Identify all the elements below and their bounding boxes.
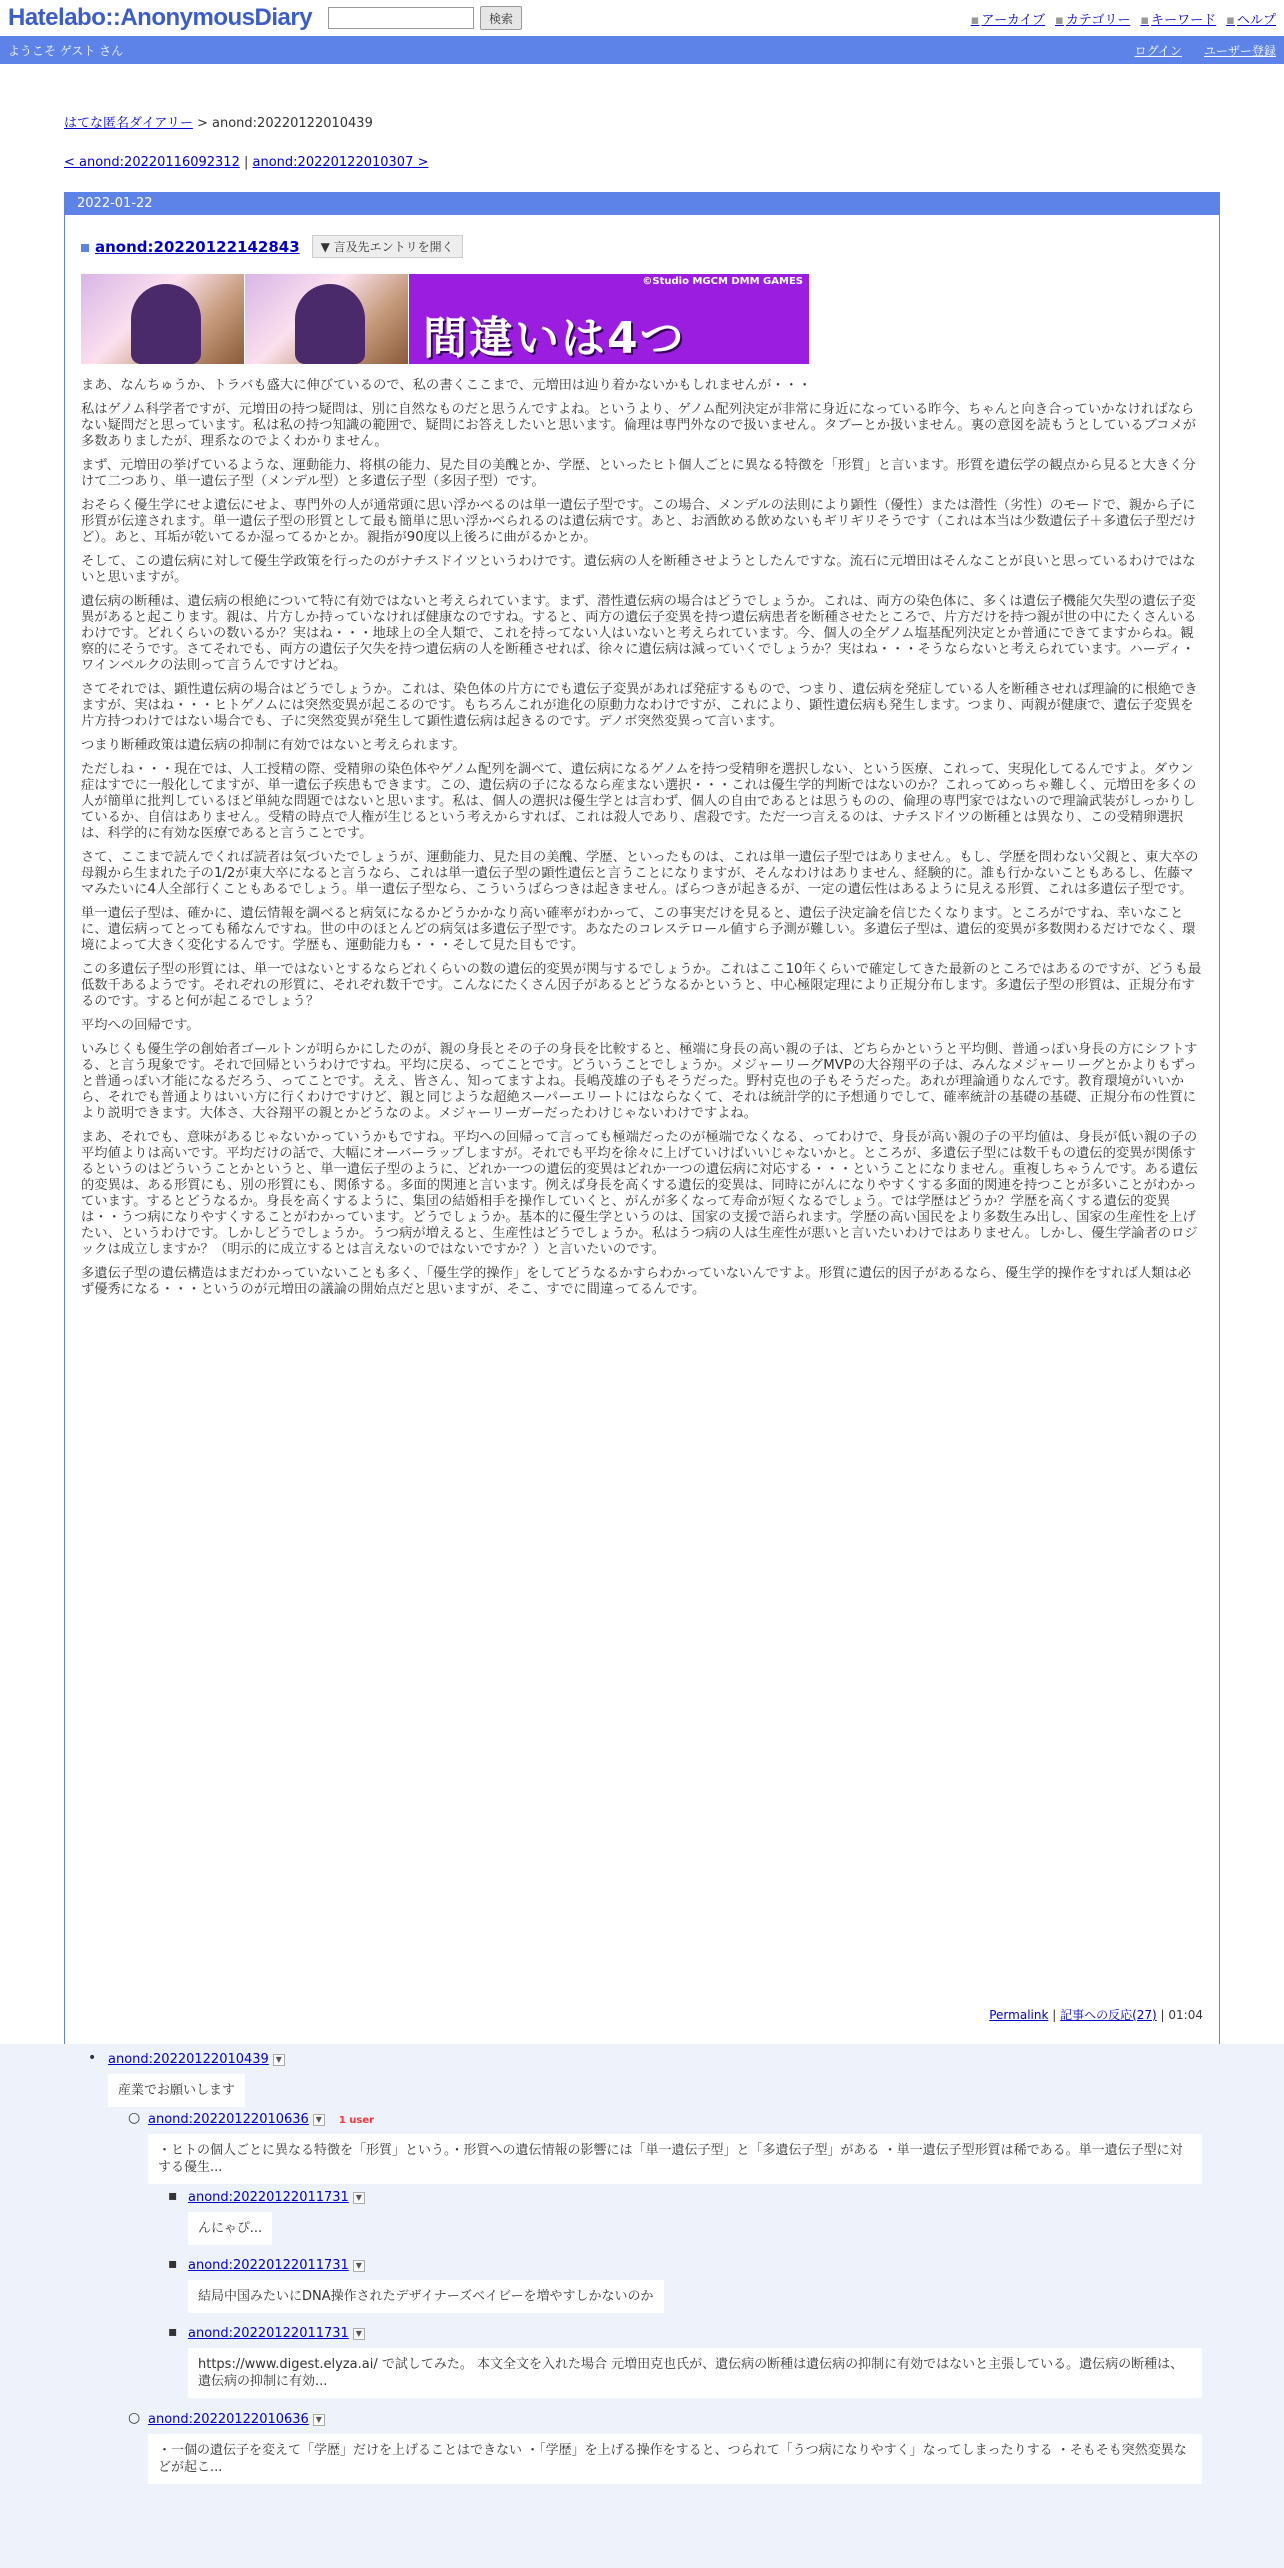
entry-time: 01:04 xyxy=(1168,2008,1203,2022)
entry-paragraph: 単一遺伝子型は、確かに、遺伝情報を調べると病気になるかどうかかなり高い確率がわかって、この事実だけを見ると、遺伝子決定論を信じたくなります。ところがですね、幸いなことに、遺伝病ってとっても稀なんですね。世の中のほとんどの病気は多遺伝子型です。あなたのコレステロール値すら予測が難しい。多遺伝子型は、遺伝的変異が多数関わるだけでなく、環境によって大きく変化するんです。学歴も、運動能力も・・・そして見た目もです。 xyxy=(81,906,1196,953)
entry-paragraph: 平均への回帰です。 xyxy=(81,1018,200,1033)
entry-bullet-icon xyxy=(81,244,89,252)
reaction-excerpt: ・ヒトの個人ごとに異なる特徴を「形質」という。・形質への遺伝情報の影響には「単一遺伝子型」と「多遺伝子型」がある ・単一遺伝子型形質は稀である。単一遺伝子型に対する優生... xyxy=(148,2134,1202,2184)
ad-character-image xyxy=(81,274,245,364)
entry-paragraph: まあ、それでも、意味があるじゃないかっていうかもですね。平均への回帰って言っても極端だったのが極端でなくなる、ってわけで、身長が高い親の子の平均値は、身長が低い親の子の平均値よりは高いです。平均だけの話で、大幅にオーバーラップしますが。それでも平均を徐々に上げていけばいいじゃないかと。ところが、多遺伝子型には数千もの遺伝的変異が関係するというのはどういうことかというと、単一遺伝子型のように、どれか一つの遺伝的変異はどれか一つの遺伝病に対応する・・・ということになりません。重複しちゃうんです。ある遺伝的変異は、ある形質にも、別の形質にも、関係する。多面的関連と言います。例えば身長を高くする遺伝的変異は、同時にがんになりやすくする多面的関連を持つことが多いことがわかっています。するとどうなるか。身長を高くするように、集団の結婚相手を操作していくと、がんが多くなって寿命が短くなるでしょう。では学歴はどうか？学歴を高くする遺伝的変異は・・うつ病になりやすくすることがわかっています。どうでしょうか。基本的に優生学というのは、国家の支援で語られます。学歴の高い国民をより多数生み出し、国家の生産性を上げたい、というわけです。しかしどうでしょうか。うつ病が増えると、生産性はどうでしょうか。私はうつ病の人は生産性が悪いと言いたいわけではありません。しかし、優生学論者のロジックは成立しますか？（明示的に成立するとは言えないのではないですか？）と言いたいのです。 xyxy=(81,1130,1198,1257)
list-bullet: ▪ xyxy=(168,2324,178,2340)
reaction-excerpt: 結局中国みたいにDNA操作されたデザイナーズベイビーを増やすしかないのか xyxy=(188,2280,664,2313)
reaction-item xyxy=(188,2326,365,2341)
reaction-link[interactable]: anond:20220122011731 xyxy=(188,2326,349,2341)
reaction-link[interactable]: anond:20220122010636 xyxy=(148,2112,309,2127)
prev-entry-link[interactable]: < anond:20220116092312 xyxy=(64,155,240,170)
entry-paragraph: つまり断種政策は遺伝病の抑制に有効ではないと考えられます。 xyxy=(81,738,466,753)
footer-separator: | xyxy=(1156,2008,1169,2022)
prev-next-nav xyxy=(64,155,1220,170)
welcome-bar xyxy=(0,36,1284,64)
register-link[interactable]: ユーザー登録 xyxy=(1203,43,1276,58)
search-input[interactable] xyxy=(328,7,474,29)
entry-body xyxy=(81,378,1203,1298)
reactions-tree xyxy=(0,2044,1284,2568)
entry-paragraph: この多遺伝子型の形質には、単一ではないとするならどれくらいの数の遺伝的変異が関与するでしょうか。これはここ10年くらいで確定してきた最新のところではあるのですが、どうも最低数千あるようです。それぞれの形質に、それぞれ数千です。こんなにたくさん因子があるとどうなるかというと、中心極限定理により正規分布します。多遺伝子型の形質は、正規分布するのです。すると何が起こるでしょう？ xyxy=(81,962,1202,1009)
next-entry-link[interactable]: anond:20220122010307 > xyxy=(252,155,429,170)
ad-character-image xyxy=(245,274,409,364)
ad-headline: 間違いは4つ xyxy=(423,313,686,364)
entry-title[interactable]: anond:20220122142843 xyxy=(95,237,300,256)
entry-footer xyxy=(989,2006,1203,2023)
chevron-down-icon[interactable]: ▼ xyxy=(273,2054,285,2066)
reaction-link[interactable]: anond:20220122011731 xyxy=(188,2258,349,2273)
breadcrumb-home[interactable]: はてな匿名ダイアリー xyxy=(64,116,193,131)
chevron-down-icon[interactable]: ▼ xyxy=(353,2192,365,2204)
nav-category[interactable]: ▪ カテゴリー xyxy=(1055,9,1130,28)
reaction-excerpt: 産業でお願いします xyxy=(108,2074,245,2107)
reaction-link[interactable]: anond:20220122011731 xyxy=(188,2190,349,2205)
open-referenced-entry-button[interactable]: ▼ 言及先エントリを開く xyxy=(312,235,463,258)
search-button[interactable]: 検索 xyxy=(480,6,522,30)
entry-paragraph: そして、この遺伝病に対して優生学政策を行ったのがナチスドイツというわけです。遺伝病の人を断種させようとしたんですな。流石に元増田はそんなことが良いと思っているわけではないと思いますが。 xyxy=(81,554,1196,585)
top-header xyxy=(0,0,1284,36)
reaction-excerpt: んにゃぴ... xyxy=(188,2212,272,2245)
nav-archive[interactable]: ▪ アーカイブ xyxy=(971,9,1045,28)
breadcrumb xyxy=(64,112,1220,131)
list-bullet: • xyxy=(88,2050,97,2066)
list-bullet: ▪ xyxy=(168,2188,178,2204)
entry xyxy=(65,235,1219,1298)
ad-credit: ©Studio MGCM DMM GAMES xyxy=(642,276,803,287)
reaction-item xyxy=(148,2412,325,2427)
permalink[interactable]: Permalink xyxy=(989,2008,1049,2022)
chevron-down-icon[interactable]: ▼ xyxy=(353,2260,365,2272)
chevron-down-icon[interactable]: ▼ xyxy=(353,2328,365,2340)
entry-title-row xyxy=(81,235,1203,258)
chevron-down-icon[interactable]: ▼ xyxy=(313,2114,325,2126)
main-content xyxy=(64,112,1220,2111)
reaction-excerpt: ・一個の遺伝子を変えて「学歴」だけを上げることはできない ・「学歴」を上げる操作をすると、つられて「うつ病になりやすく」なってしまったりする ・そもそも突然変異などが起こ... xyxy=(148,2434,1202,2484)
site-logo[interactable]: Hatelabo::AnonymousDiary xyxy=(8,4,313,31)
entry-paragraph: 遺伝病の断種は、遺伝病の根絶について特に有効ではないと考えられています。まず、潜性遺伝病の場合はどうでしょうか。これは、両方の染色体に、多くは遺伝子機能欠失型の遺伝子変異があると起こります。親は、片方しか持っていなければ健康なのですね。すると、両方の遺伝子変異を持つ遺伝病患者を断種させたところで、片方だけを持つ親が世の中にたくさんいるわけです。どれくらいの数いるか？実はね・・・地球上の全人類で、これを持ってない人はいないと考えられています。今、個人の全ゲノム塩基配列決定とか普通にできてますからね。観察的にそうです。さてそれでも、両方の遺伝子欠失を持つ遺伝病の人を断種させれば、徐々に遺伝病は減っていくでしょうか？実はね・・・そうならないと考えられています。ハーディ・ワインベルクの法則って言うんですけどね。 xyxy=(81,594,1197,673)
reaction-link[interactable]: anond:20220122010636 xyxy=(148,2412,309,2427)
day-date: 2022-01-22 xyxy=(65,193,1219,215)
entry-paragraph: ただしね・・・現在では、人工授精の際、受精卵の染色体やゲノム配列を調べて、遺伝病になるゲノムを持つ受精卵を選択しない、という医療、これって、実現化してるんですよ。ダウン症はすでに一般化してますが、単一遺伝子疾患もできます。この、遺伝病の子になるなら産まない選択・・・これは優生学的判断ではないのか？これってめっちゃ難しく、元増田を多くの人が簡単に批判しているほど単純な問題ではないと思います。私は、個人の選択は優生学とは言わず、個人の自由であるとは思うものの、倫理の専門家ではないので理論武装がしっかりしているか、自信はありません。受精の時点で人権が生じるという考えからすれば、これは殺人であり、虐殺です。ただ一つ言えるのは、ナチスドイツの断種とは異なり、この受精卵選択は、科学的に有効な医療であると言うことです。 xyxy=(81,762,1197,841)
entry-paragraph: まあ、なんちゅうか、トラバも盛大に伸びているので、私の書くここまで、元増田は辿り着かないかもしれませんが・・・ xyxy=(81,378,812,393)
nav-links xyxy=(971,9,1276,28)
reaction-item xyxy=(188,2190,365,2205)
nav-help[interactable]: ▪ ヘルプ xyxy=(1226,9,1276,28)
nav-keyword[interactable]: ▪ キーワード xyxy=(1140,9,1216,28)
ad-banner[interactable] xyxy=(81,274,809,364)
reaction-item xyxy=(188,2258,365,2273)
reaction-item xyxy=(108,2052,285,2067)
breadcrumb-current: anond:20220122010439 xyxy=(212,116,373,131)
reaction-item xyxy=(148,2112,374,2127)
welcome-text: ようこそ ゲスト さん xyxy=(8,43,124,58)
reaction-link[interactable]: anond:20220122010439 xyxy=(108,2052,269,2067)
list-bullet: ▪ xyxy=(168,2256,178,2272)
chevron-down-icon[interactable]: ▼ xyxy=(313,2414,325,2426)
list-bullet: ○ xyxy=(128,2410,141,2426)
reaction-excerpt: https://www.digest.elyza.ai/ で試してみた。 本文全文を入れた場合 元増田克也氏が、遺伝病の断種は遺伝病の抑制に有効ではないと主張している。遺伝病の断種は、遺伝病の抑制に有効... xyxy=(188,2348,1202,2398)
footer-separator: | xyxy=(1048,2008,1061,2022)
breadcrumb-separator: > xyxy=(192,116,213,131)
entry-paragraph: 私はゲノム科学者ですが、元増田の持つ疑問は、別に自然なものだと思うんですよね。というより、ゲノム配列決定が非常に身近になっている昨今、ちゃんと向き合っていかなければならない疑問だと思っています。私は私の持つ知識の範囲で、疑問にお答えしたいと思います。倫理は専門外なので扱いません。タブーとか扱いません。裏の意図を読もうとしているブコメが多数ありましたが、理系なのでよくわかりません。 xyxy=(81,402,1197,449)
entry-paragraph: いみじくも優生学の創始者ゴールトンが明らかにしたのが、親の身長とその子の身長を比較すると、極端に身長の高い親の子は、どちらかというと平均側、普通っぽい身長の方にシフトする、と言う現象です。それで回帰というわけですね。平均に戻る、ってことです。どういうことでしょうか。メジャーリーグMVPの大谷翔平の子は、みんなメジャーリーグとかよりもずっと普通っぽい才能になるだろう、ってことです。ええ、皆さん、知ってますよね。長嶋茂雄の子もそうだった。野村克也の子もそうだった。あれが理論通りなんです。教育環境がいいから、それでも普通よりはいい方に行くわけですけど、親と同じような超絶スーパーエリートにはならなくて、それは統計学的に予想通りでして、確率統計の基礎の基礎、正規分布の性質により説明できます。大体さ、大谷翔平の親とかどうなのよ。メジャーリーガーだったわけじゃないわけですよね。 xyxy=(81,1042,1198,1121)
bookmark-users-badge[interactable]: 1 user xyxy=(338,2115,375,2126)
entry-paragraph: まず、元増田の挙げているような、運動能力、将棋の能力、見た目の美醜とか、学歴、といったヒト個人ごとに異なる特徴を「形質」と言います。形質を遺伝学の観点から見ると大きく分けて二つあり、単一遺伝子型（メンデル型）と多遺伝子型（多因子型）です。 xyxy=(81,458,1196,489)
prev-next-separator: | xyxy=(239,155,253,170)
entry-paragraph: 多遺伝子型の遺伝構造はまだわかっていないことも多く、「優生学的操作」をしてどうなるかすらわかっていないんですよ。形質に遺伝的因子があるなら、優生学的操作をすれば人類は必ず優秀になる・・・というのが元増田の議論の開始点だと思いますが、そこ、すでに間違ってるんです。 xyxy=(81,1266,1192,1297)
entry-paragraph: おそらく優生学にせよ遺伝にせよ、専門外の人が通常頭に思い浮かべるのは単一遺伝子型です。この場合、メンデルの法則により顕性（優性）または潜性（劣性）のモードで、親から子に形質が伝達されます。単一遺伝子型の形質として最も簡単に思い浮かべられるのは遺伝病です。あと、お酒飲める飲めないもギリギリそうです（これは本当は少数遺伝子＋多遺伝子型だけど）。あと、耳垢が乾いてるか湿ってるかとか。親指が90度以上後ろに曲がるかとか。 xyxy=(81,498,1196,545)
reactions-link[interactable]: 記事への反応(27) xyxy=(1060,2008,1157,2022)
entry-paragraph: さて、ここまで読んでくれば読者は気づいたでしょうが、運動能力、見た目の美醜、学歴、といったものは、これは単一遺伝子型ではありません。もし、学歴を問わない父親と、東大卒の母親から生まれた子の1/2が東大卒になると言うなら、これは単一遺伝子型の顕性遺伝と言うことになりますが、そんなわけはありません、経験的に。誰も行かないこともあるし、佐藤ママみたいに4人全部行くこともあるでしょう。単一遺伝子型なら、こういうばらつきは起きません。ばらつきが起きるが、一定の遺伝性はあるように見える形質、これは多遺伝子型です。 xyxy=(81,850,1199,897)
ad-text-panel xyxy=(409,274,809,364)
day-section xyxy=(64,192,1220,2078)
list-bullet: ○ xyxy=(128,2110,141,2126)
login-link[interactable]: ログイン xyxy=(1134,43,1182,58)
entry-paragraph: さてそれでは、顕性遺伝病の場合はどうでしょうか。これは、染色体の片方にでも遺伝子変異があれば発症するもので、つまり、遺伝病を発症している人を断種させれば理論的に根絶できますが、実はね・・・ヒトゲノムには突然変異が起こるのです。もちろんこれが進化の原動力なわけですが、これにより、顕性遺伝病も発生します。つまり、両親が健康で、遺伝子変異を片方持つわけではない場合でも、子に突然変異が発生して顕性遺伝病は起きるのです。デノボ突然変異って言います。 xyxy=(81,682,1198,729)
